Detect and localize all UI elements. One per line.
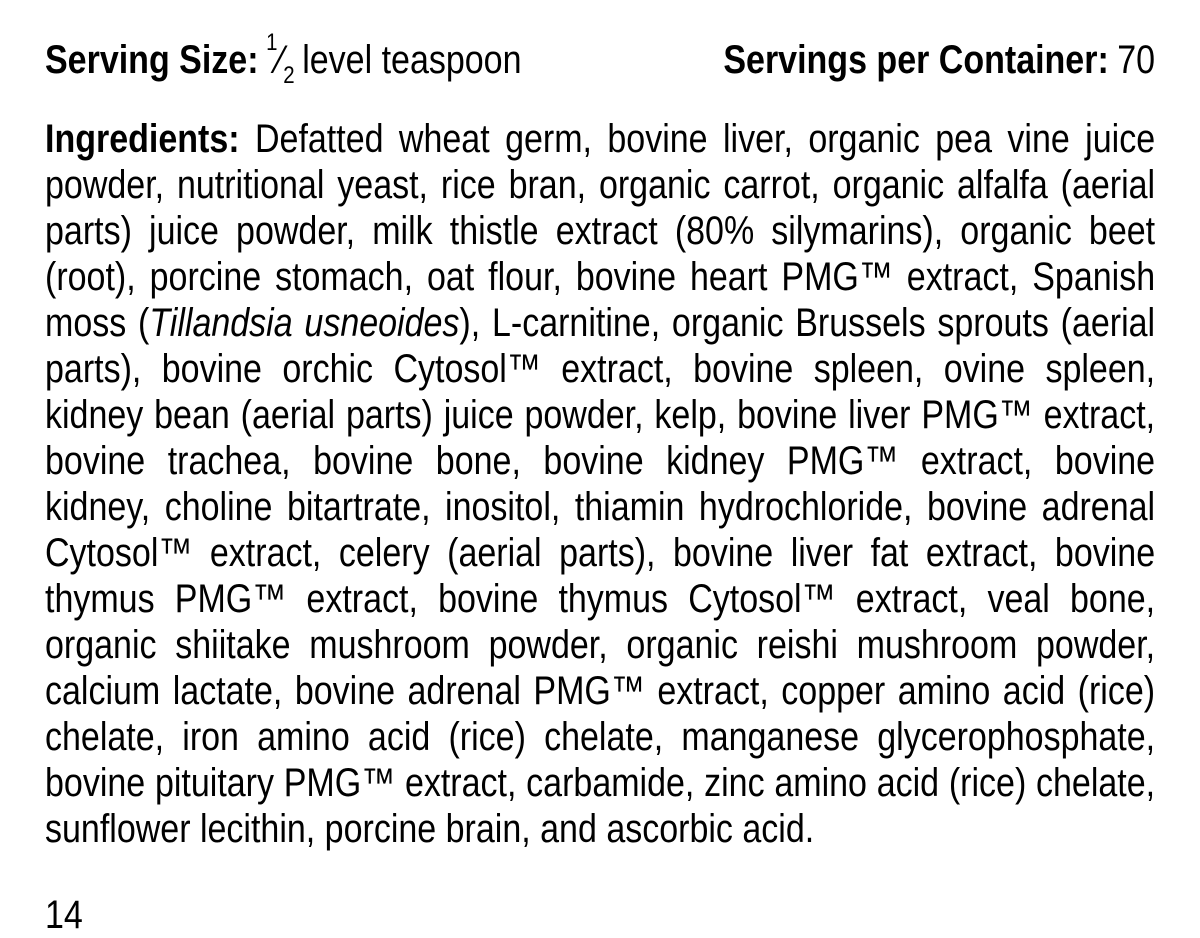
page-number: 14 — [45, 893, 83, 937]
servings-per-container — [723, 37, 1155, 83]
serving-size-label: Serving Size: — [45, 38, 259, 82]
label-panel — [45, 29, 1156, 938]
fraction-denominator: 2 — [283, 62, 295, 90]
ingredients-segment: Defatted wheat germ, bovine liver, organic pea vine juice powder, nutritional yeast, rice bran, organic carrot, organic alfalfa (aerial parts) juice powder, milk thistle extract (80% silymarins), organic beet (root), porcine stomach, oat flour, bovine heart PMG™ extract, Spanish moss ( — [45, 117, 1156, 345]
ingredients-segment: Tillandsia usneoides — [149, 301, 460, 345]
serving-info-row — [45, 29, 1156, 90]
fraction-numerator: 1 — [266, 29, 278, 57]
serving-size-fraction — [266, 29, 295, 90]
ingredients-segment: Ingredients: — [45, 117, 240, 161]
fraction-slash-glyph: ⁄ — [277, 38, 284, 82]
servings-per-container-value: 70 — [1117, 38, 1156, 82]
serving-size — [45, 29, 522, 90]
serving-size-unit: level teaspoon — [302, 38, 522, 82]
ingredients-paragraph — [45, 116, 1155, 852]
servings-per-container-label: Servings per Container: — [723, 38, 1109, 82]
ingredients-segment: ), L-carnitine, organic Brussels sprouts (aerial parts), bovine orchic Cytosol™ extract, bovine spleen, ovine spleen, kidney bean (aerial parts) juice powder, kelp, bovine liver PMG™ extract, bovine trachea, bovine bone, bovine kidney PMG™ extract, bovine kidney, choline bitartrate, inositol, thiamin hydrochloride, bovine adrenal Cytosol™ extract, celery (aerial parts), bovine liver fat extract, bovine thymus PMG™ extract, bovine thymus Cytosol™ extract, veal bone, organic shiitake mushroom powder, organic reishi mushroom powder, calcium lactate, bovine adrenal PMG™ extract, copper amino acid (rice) chelate, iron amino acid (rice) chelate, manganese glycerophosphate, bovine pituitary PMG™ extract, carbamide, zinc amino acid (rice) chelate, sunflower lecithin, porcine brain, and ascorbic acid. — [45, 301, 1156, 851]
